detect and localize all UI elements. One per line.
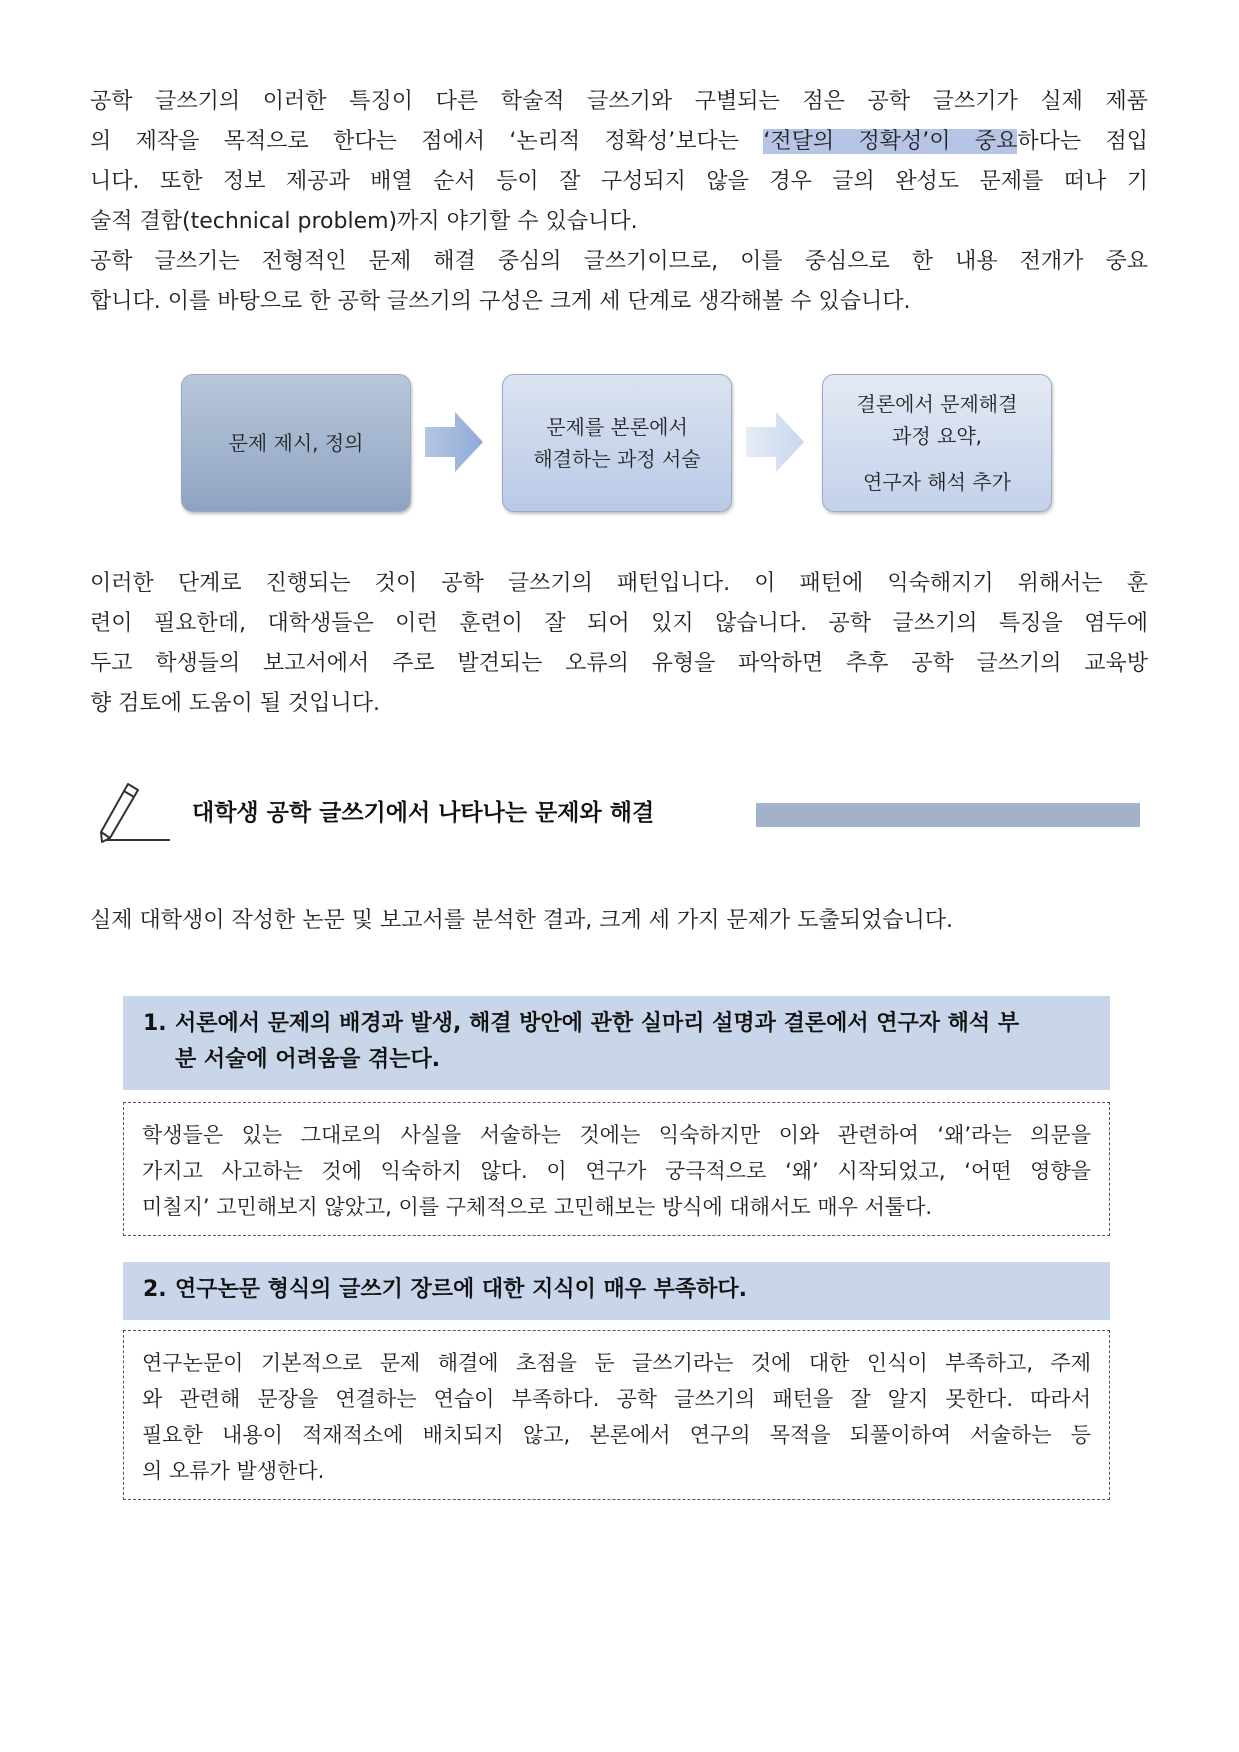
text-line: 필요한 내용이 적재적소에 배치되지 않고, 본론에서 연구의 목적을 되풀이하여 서술하는 등 bbox=[142, 1423, 1091, 1447]
flow-step-label: 해결하는 과정 서술 bbox=[533, 447, 701, 471]
flow-step-1 bbox=[181, 374, 411, 512]
pencil-icon bbox=[98, 778, 178, 850]
text-line: 공학 글쓰기는 전형적인 문제 해결 중심의 글쓰기이므로, 이를 중심으로 한 내용 전개가 중요 bbox=[90, 249, 1148, 274]
text-line: 실제 대학생이 작성한 논문 및 보고서를 분석한 결과, 크게 세 가지 문제가 도출되었습니다. bbox=[90, 908, 953, 933]
flow-step-3 bbox=[822, 374, 1052, 512]
text-line bbox=[90, 122, 1148, 162]
section-title: 대학생 공학 글쓰기에서 나타나는 문제와 해결 bbox=[192, 800, 655, 826]
text-line: 학생들은 있는 그대로의 사실을 서술하는 것에는 익숙하지만 이와 관련하여 ‘왜’라는 의문을 bbox=[142, 1123, 1091, 1147]
arrow-right-icon bbox=[746, 412, 804, 472]
summary-text bbox=[90, 901, 1148, 941]
text-segment: 의 제작을 목적으로 한다는 점에서 ‘논리적 정확성’보다는 bbox=[90, 129, 764, 154]
text-line: 련이 필요한데, 대학생들은 이런 훈련이 잘 되어 있지 않습니다. 공학 글쓰기의 특징을 염두에 bbox=[90, 611, 1148, 636]
flow-step-label: 과정 요약, bbox=[892, 424, 982, 448]
text-segment: 하다는 점입 bbox=[1017, 129, 1148, 154]
problem-1-header bbox=[123, 996, 1110, 1090]
text-line: 미칠지’ 고민해보지 않았고, 이를 구체적으로 고민해보는 방식에 대해서도 매우 서툴다. bbox=[142, 1195, 933, 1219]
flow-step-2 bbox=[502, 374, 732, 512]
text-line: 연구논문이 기본적으로 문제 해결에 초점을 둔 글쓰기라는 것에 대한 인식이 부족하고, 주제 bbox=[142, 1351, 1091, 1375]
text-line: 합니다. 이를 바탕으로 한 공학 글쓰기의 구성은 크게 세 단계로 생각해볼 수 있습니다. bbox=[90, 289, 911, 314]
text-line: 공학 글쓰기의 이러한 특징이 다른 학술적 글쓰기와 구별되는 점은 공학 글쓰기가 실제 제품 bbox=[90, 89, 1148, 114]
problem-title-line: 분 서술에 어려움을 겪는다. bbox=[175, 1047, 441, 1072]
text-line: 와 관련해 문장을 연결하는 연습이 부족하다. 공학 글쓰기의 패턴을 잘 알지 못한다. 따라서 bbox=[142, 1387, 1091, 1411]
text-line: 향 검토에 도움이 될 것입니다. bbox=[90, 691, 380, 716]
problem-1-body bbox=[123, 1102, 1110, 1236]
problem-title: 연구논문 형식의 글쓰기 장르에 대한 지식이 매우 부족하다. bbox=[175, 1277, 748, 1302]
intro-paragraph bbox=[90, 82, 1148, 322]
arrow-right-icon bbox=[425, 412, 483, 472]
text-line: 이러한 단계로 진행되는 것이 공학 글쓰기의 패턴입니다. 이 패턴에 익숙해지기 위해서는 훈 bbox=[90, 571, 1148, 596]
problem-title: 서론에서 문제의 배경과 발생, 해결 방안에 관한 실마리 설명과 결론에서 연구자 해석 부 bbox=[175, 1011, 1020, 1036]
problem-2-body bbox=[123, 1330, 1110, 1500]
pattern-paragraph bbox=[90, 564, 1148, 724]
text-line: 의 오류가 발생한다. bbox=[142, 1459, 325, 1483]
text-line: 술적 결함(technical problem)까지 야기할 수 있습니다. bbox=[90, 209, 638, 234]
problem-title-line bbox=[143, 1006, 1094, 1042]
problem-number: 2. bbox=[143, 1277, 167, 1302]
text-line: 두고 학생들의 보고서에서 주로 발견되는 오류의 유형을 파악하면 추후 공학 글쓰기의 교육방 bbox=[90, 651, 1148, 676]
highlighted-text: ‘전달의 정확성’이 중요 bbox=[763, 129, 1018, 154]
flow-step-label: 연구자 해석 추가 bbox=[863, 470, 1011, 494]
text-line: 가지고 사고하는 것에 익숙하지 않다. 이 연구가 궁극적으로 ‘왜’ 시작되었고, ‘어떤 영향을 bbox=[142, 1159, 1091, 1183]
flow-step-label: 문제 제시, 정의 bbox=[228, 431, 364, 455]
section-bar bbox=[756, 803, 1140, 827]
problem-2-header bbox=[123, 1262, 1110, 1320]
flow-step-label: 결론에서 문제해결 bbox=[856, 392, 1018, 416]
text-line: 니다. 또한 정보 제공과 배열 순서 등이 잘 구성되지 않을 경우 글의 완성도 문제를 떠나 기 bbox=[90, 169, 1148, 194]
problem-number: 1. bbox=[143, 1011, 167, 1036]
problem-title-line bbox=[143, 1272, 1094, 1308]
flow-step-label: 문제를 본론에서 bbox=[546, 415, 688, 439]
